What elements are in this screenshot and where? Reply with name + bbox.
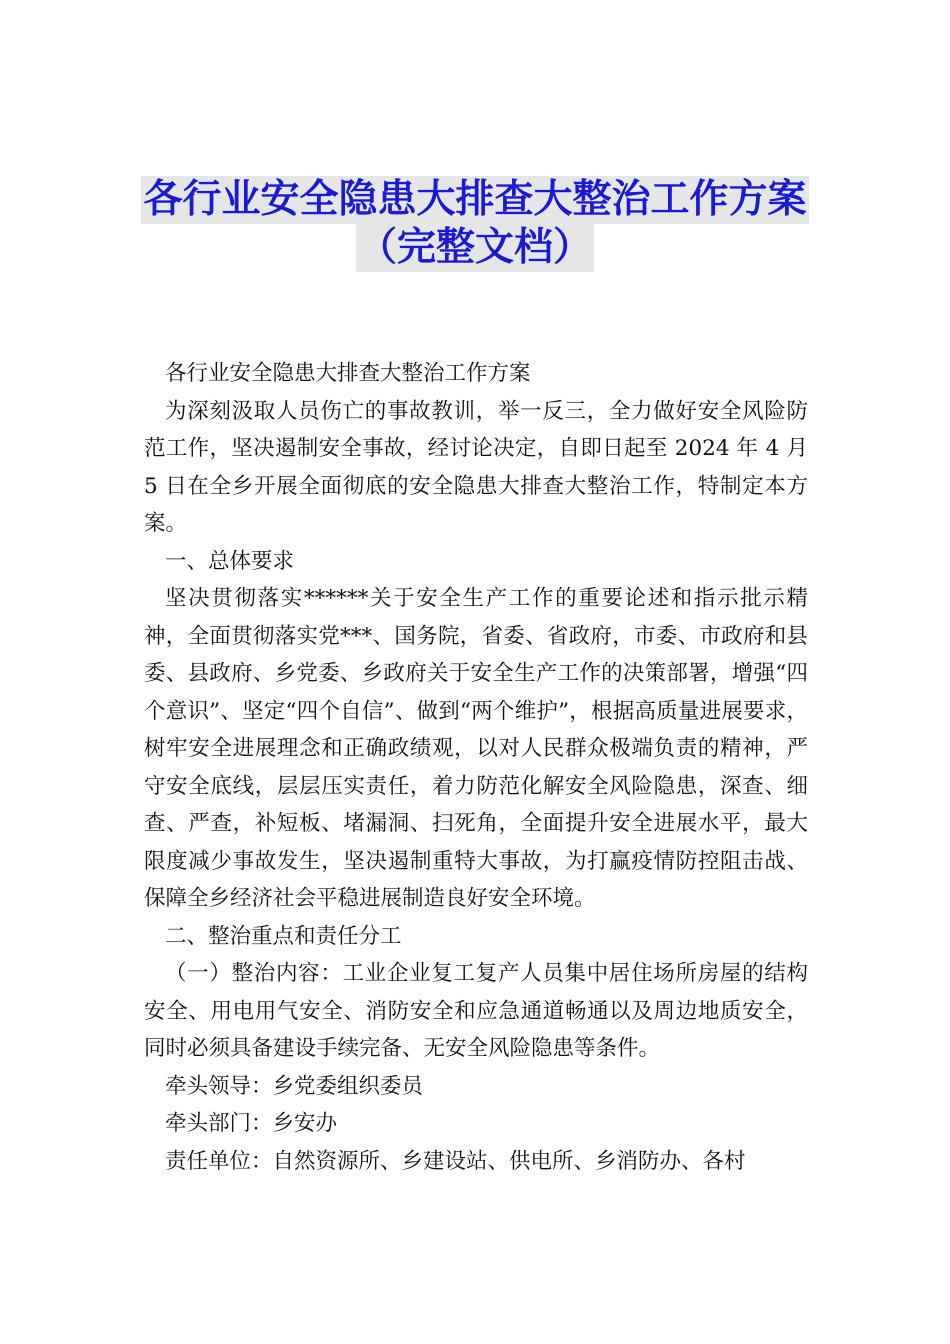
lead-leader: 牵头领导：乡党委组织委员: [165, 1073, 424, 1099]
title-line-2: （完整文档）: [357, 225, 592, 270]
responsible-units: 责任单位：自然资源所、乡建设站、供电所、乡消防办、各村: [165, 1148, 746, 1174]
intro-paragraph: 为深刻汲取人员伤亡的事故教训，举一反三，全力做好安全风险防范工作，坚决遏制安全事故，经讨论决定，自即日起至 2024 年 4 月 5 日在全乡开展全面彻底的安全隐患大排查大整治工作，特制定本方案。: [144, 398, 808, 536]
document-title: [0, 176, 950, 272]
body-heading: 各行业安全隐患大排查大整治工作方案: [165, 361, 531, 386]
title-line-1: 各行业安全隐患大排查大整治工作方案: [143, 177, 807, 222]
section-heading-2: 二、整治重点和责任分工: [165, 923, 402, 949]
section-heading-1: 一、总体要求: [165, 548, 295, 574]
lead-department: 牵头部门：乡安办: [165, 1111, 338, 1136]
document-body: [144, 355, 808, 1180]
rectification-content-paragraph: （一）整治内容：工业企业复工复产人员集中居住场所房屋的结构安全、用电用气安全、消防安全和应急通道畅通以及周边地质安全，同时必须具备建设手续完备、无安全风险隐患等条件。: [144, 961, 808, 1061]
requirements-paragraph: 坚决贯彻落实******关于安全生产工作的重要论述和指示批示精神，全面贯彻落实党***、国务院，省委、省政府，市委、市政府和县委、县政府、乡党委、乡政府关于安全生产工作的决策部署，增强“四个意识”、坚定“四个自信”、做到“两个维护”，根据高质量进展要求，树牢安全进展理念和正确政绩观，以对人民群众极端负责的精神，严守安全底线，层层压实责任，着力防范化解安全风险隐患，深查、细查、严查，补短板、堵漏洞、扫死角，全面提升安全进展水平，最大限度减少事故发生，坚决遏制重特大事故，为打赢疫情防控阻击战、保障全乡经济社会平稳进展制造良好安全环境。: [144, 586, 808, 911]
